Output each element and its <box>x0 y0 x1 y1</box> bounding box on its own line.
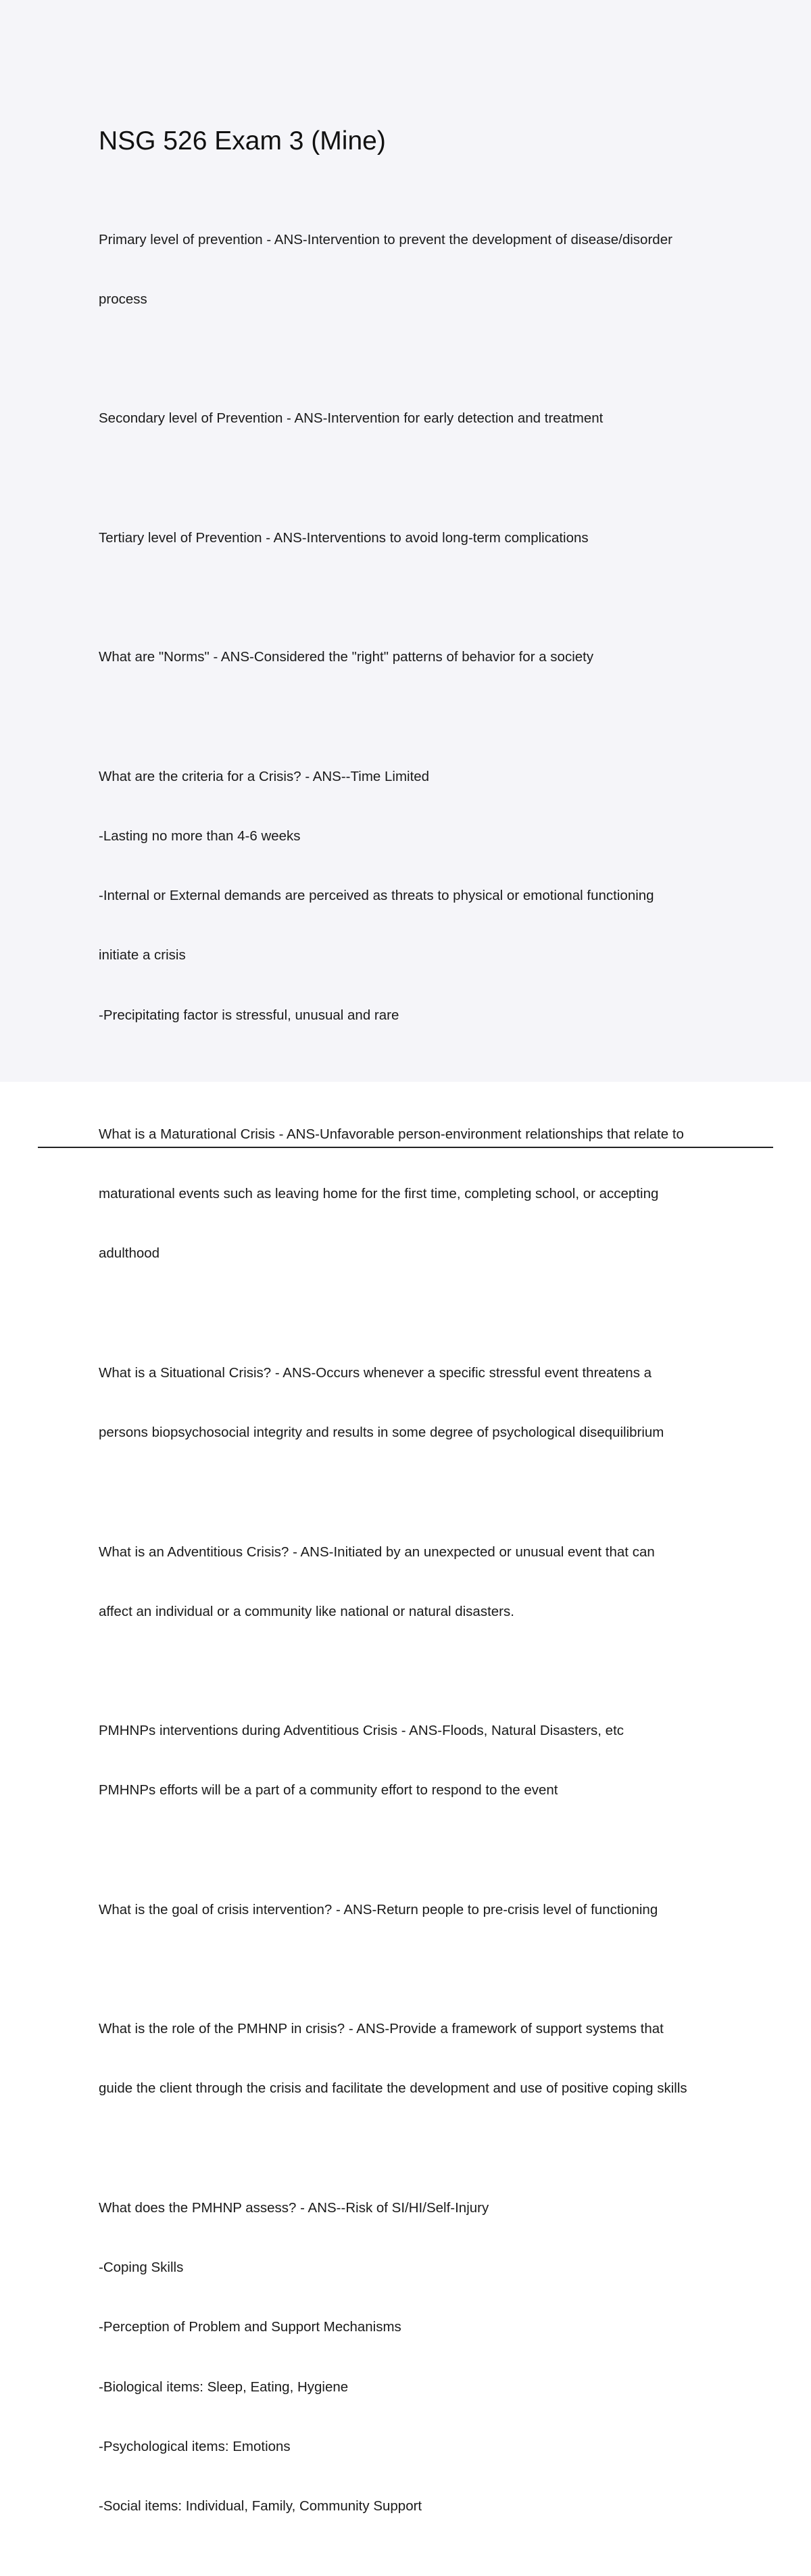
qa-entry-pmhnp-role <box>99 1979 741 2138</box>
qa-entry-pmhnp-assess <box>99 2158 741 2556</box>
qa-line: Secondary level of Prevention - ANS-Intervention for early detection and treatment <box>99 410 604 427</box>
qa-entry-norms <box>99 607 741 707</box>
qa-line: -Social items: Individual, Family, Community Support <box>99 2498 422 2514</box>
qa-line: What does the PMHNP assess? - ANS--Risk of SI/HI/Self-Injury <box>99 2199 489 2216</box>
qa-line: -Biological items: Sleep, Eating, Hygiene <box>99 2379 349 2395</box>
qa-line: What are the criteria for a Crisis? - ANS--Time Limited <box>99 768 430 784</box>
qa-entry-maturational-crisis <box>99 1084 741 1303</box>
qa-line: What is an Adventitious Crisis? - ANS-Initiated by an unexpected or unusual event that can <box>99 1544 655 1560</box>
qa-entry-adventitious-crisis <box>99 1502 741 1661</box>
qa-line: What are "Norms" - ANS-Considered the "right" patterns of behavior for a society <box>99 649 594 665</box>
document-content <box>99 124 741 2576</box>
qa-line: -Psychological items: Emotions <box>99 2438 291 2454</box>
qa-line: maturational events such as leaving home for the first time, completing school, or accepting <box>99 1186 659 1202</box>
qa-entry-crisis-intervention-goal <box>99 1860 741 1959</box>
qa-line: -Coping Skills <box>99 2260 184 2276</box>
qa-line: -Lasting no more than 4-6 weeks <box>99 828 301 844</box>
qa-entry-tertiary-prevention <box>99 488 741 588</box>
qa-line: PMHNPs interventions during Adventitious Crisis - ANS-Floods, Natural Disasters, etc <box>99 1723 624 1739</box>
qa-line: guide the client through the crisis and facilitate the development and use of positive coping skills <box>99 2080 687 2097</box>
qa-line: adulthood <box>99 1245 160 1262</box>
qa-entry-primary-prevention <box>99 190 741 349</box>
qa-entry-adventitious-interventions <box>99 1681 741 1840</box>
qa-line: process <box>99 291 147 308</box>
document-title: NSG 526 Exam 3 (Mine) <box>99 126 386 156</box>
page-divider <box>38 1147 773 1148</box>
qa-line: persons biopsychosocial integrity and results in some degree of psychological disequilibrium <box>99 1425 664 1441</box>
qa-line: affect an individual or a community like national or natural disasters. <box>99 1603 514 1619</box>
qa-line: Primary level of prevention - ANS-Intervention to prevent the development of disease/disorder <box>99 231 672 247</box>
qa-line: Tertiary level of Prevention - ANS-Interventions to avoid long-term complications <box>99 529 589 546</box>
qa-line: PMHNPs efforts will be a part of a community effort to respond to the event <box>99 1782 558 1798</box>
qa-line: -Internal or External demands are perceived as threats to physical or emotional functioning <box>99 888 654 904</box>
qa-line: -Perception of Problem and Support Mechanisms <box>99 2319 401 2335</box>
qa-line: -Precipitating factor is stressful, unusual and rare <box>99 1007 399 1023</box>
qa-entry-situational-crisis <box>99 1323 741 1482</box>
qa-entry-secondary-prevention <box>99 369 741 469</box>
qa-entry-crisis-criteria <box>99 727 741 1065</box>
qa-line: initiate a crisis <box>99 947 186 963</box>
qa-line: What is a Situational Crisis? - ANS-Occurs whenever a specific stressful event threatens a <box>99 1364 652 1381</box>
qa-line: What is the goal of crisis intervention? - ANS-Return people to pre-crisis level of functioning <box>99 1901 658 1917</box>
qa-line: What is the role of the PMHNP in crisis? - ANS-Provide a framework of support systems that <box>99 2021 664 2037</box>
qa-line: What is a Maturational Crisis - ANS-Unfavorable person-environment relationships that relate to <box>99 1126 684 1143</box>
